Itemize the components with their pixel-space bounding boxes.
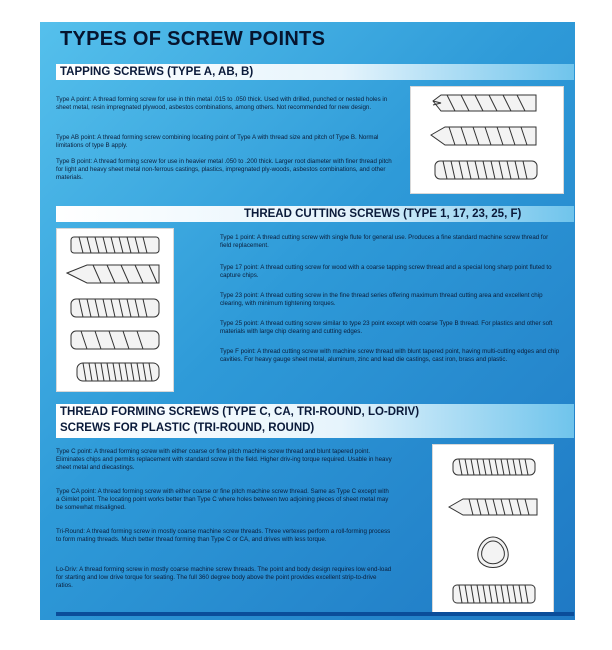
type-ab-label: Type AB point: — [56, 134, 96, 141]
type-25-text: A thread cutting screw similar to type 23 point except with coarse Type B thread. For plastics and other soft materials with large chip clearing and cutting edges. — [220, 320, 553, 335]
type-17-screw-icon — [67, 265, 159, 283]
type-ca-screw-icon — [449, 499, 537, 515]
bottom-divider — [56, 612, 574, 616]
cutting-screws-illustration — [56, 228, 174, 392]
type-f-text: A thread cutting screw with machine screw thread with blunt tapered point, having multi-cutting edges and chip cavities. For heavy gauge sheet metal, aluminum, zinc and lead die castings, cast iron, brass and plastic. — [220, 348, 560, 363]
forming-screws-illustration — [432, 444, 554, 616]
type-c-text: A thread forming screw with either coarse or fine pitch machine screw thread and blunt tapered point. Eliminates chips and permits replacement with standard screw in the field. Higher driv-ing torque required. Usable in heavy sheet metal and diecastings. — [56, 448, 392, 471]
cutting-screws-drawing — [57, 229, 173, 391]
type-ab-screw-icon — [431, 127, 536, 145]
type-25-label: Type 25 point: — [220, 320, 259, 327]
type-f-screw-icon — [77, 363, 159, 381]
lo-driv-label: Lo-Driv: — [56, 566, 78, 573]
lo-driv-text: A thread forming screw in mostly coarse machine screw threads. The point and body design requires low end-load for starting and low drive torque for seating. The full 360 degree body above the point provides excellent strip-to-drive ratios. — [56, 566, 392, 589]
tri-round-paragraph — [56, 528, 392, 544]
type-23-paragraph — [220, 292, 560, 308]
type-f-label: Type F point: — [220, 348, 256, 355]
type-c-paragraph — [56, 448, 392, 472]
tri-round-label: Tri-Round: — [56, 528, 85, 535]
type-b-label: Type B point: — [56, 158, 93, 165]
type-1-label: Type 1 point: — [220, 234, 256, 241]
cutting-section-heading: THREAD CUTTING SCREWS (TYPE 1, 17, 23, 25, F) — [244, 208, 522, 220]
type-ca-paragraph — [56, 488, 392, 512]
type-a-paragraph — [56, 96, 392, 112]
type-1-screw-icon — [71, 237, 159, 253]
page-title: TYPES OF SCREW POINTS — [60, 28, 326, 50]
forming-screws-drawing — [433, 445, 553, 615]
type-c-screw-icon — [453, 459, 535, 475]
tapping-screws-illustration — [410, 86, 564, 194]
type-ca-text: A thread forming screw with either coarse or fine pitch machine screw thread. Same as Type C except with a Gimlet point. The locating point works better than Type C where holes between two adjoining pieces of sheet metal may be somewhat misaligned. — [56, 488, 389, 511]
type-17-text: A thread cutting screw for wood with a coarse tapping screw thread and a special long sharp point fluted to capture chips. — [220, 264, 552, 279]
forming-section-heading-line2: SCREWS FOR PLASTIC (TRI-ROUND, ROUND) — [60, 422, 315, 434]
type-ca-label: Type CA point: — [56, 488, 97, 495]
tri-round-icon — [478, 537, 508, 568]
type-17-label: Type 17 point: — [220, 264, 259, 271]
type-1-paragraph — [220, 234, 560, 250]
type-17-paragraph — [220, 264, 560, 280]
lo-driv-screw-icon — [453, 585, 535, 603]
tapping-section-heading: TAPPING SCREWS (TYPE A, AB, B) — [60, 66, 254, 78]
lo-driv-paragraph — [56, 566, 392, 590]
type-23-label: Type 23 point: — [220, 292, 259, 299]
forming-section-heading-line1: THREAD FORMING SCREWS (TYPE C, CA, TRI-ROUND, LO-DRIV) — [60, 406, 420, 418]
type-25-paragraph — [220, 320, 560, 336]
type-23-screw-icon — [71, 299, 159, 317]
type-a-label: Type A point: — [56, 96, 92, 103]
type-b-text: A thread forming screw for use in heavier metal .050 to .200 thick. Larger root diameter with finer thread pitch for light and heavy sheet metal non-ferrous castings, plastics, impregnated ply-woods, asbestos combinations, and other materials. — [56, 158, 392, 181]
type-ab-paragraph — [56, 134, 392, 150]
type-23-text: A thread cutting screw in the fine thread series offering maximum thread cutting area and excellent chip clearing, with minimum tightening torques. — [220, 292, 543, 307]
type-f-paragraph — [220, 348, 560, 364]
type-a-screw-icon — [433, 95, 536, 111]
type-25-screw-icon — [71, 331, 159, 349]
screw-points-poster — [40, 22, 575, 620]
type-b-screw-icon — [435, 161, 537, 179]
tapping-screws-drawing — [411, 87, 563, 193]
type-c-label: Type C point: — [56, 448, 93, 455]
type-a-text: A thread forming screw for use in thin metal .015 to .050 thick. Used with drilled, punched or nested holes in sheet metal, resin impregnated plywood, asbestos combinations, among others. Not recommended for new design. — [56, 96, 388, 111]
type-1-text: A thread cutting screw with single flute for general use. Produces a fine standard machine screw thread for field replacement. — [220, 234, 549, 249]
type-b-paragraph — [56, 158, 392, 182]
type-ab-text: A thread forming screw combining locating point of Type A with thread size and pitch of Type B. Normal limitations of type B apply. — [56, 134, 379, 149]
tri-round-text: A thread forming screw in mostly coarse machine screw threads. Three vertexes perform a roll-forming process to form mating threads. Much better thread forming than Type C or CA, and drives with less torque. — [56, 528, 391, 543]
